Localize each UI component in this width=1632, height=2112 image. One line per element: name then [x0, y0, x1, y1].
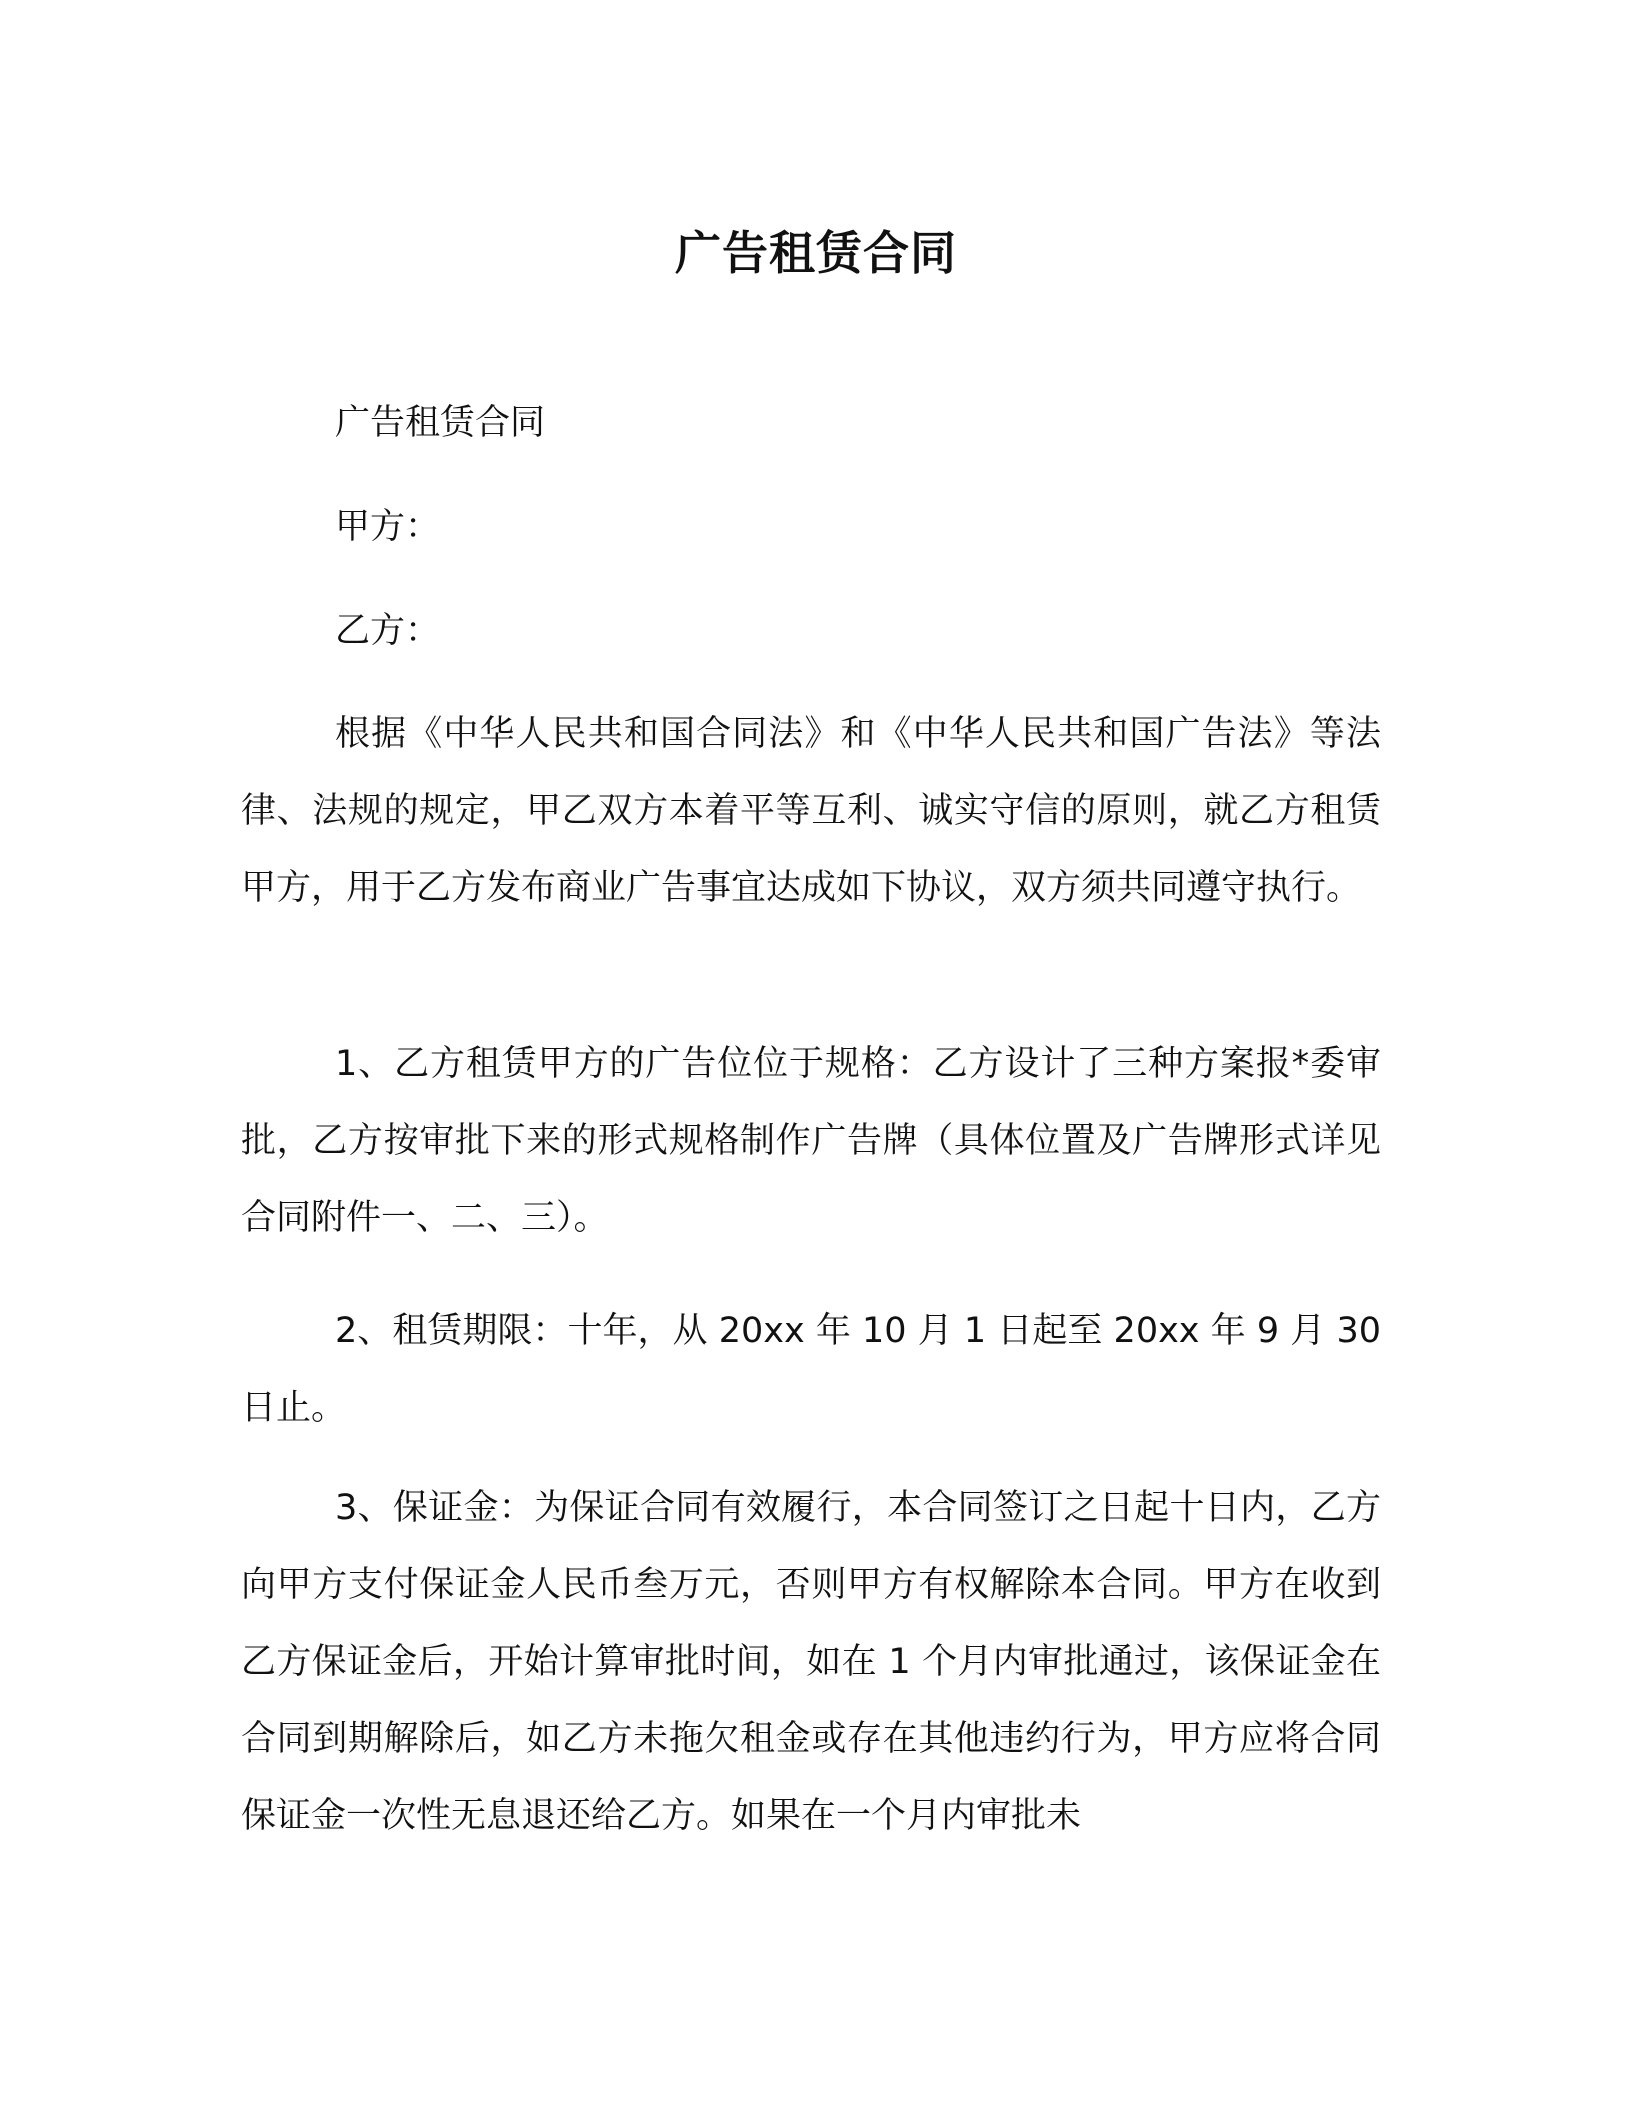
document-title: 广告租赁合同: [675, 226, 957, 280]
clause-1-paragraph: 1、乙方租赁甲方的广告位位于规格：乙方设计了三种方案报*委审批，乙方按审批下来的形式规格制作广告牌（具体位置及广告牌形式详见合同附件一、二、三）。: [241, 1044, 1381, 1238]
intro-paragraph: 根据《中华人民共和国合同法》和《中华人民共和国广告法》等法律、法规的规定，甲乙双方本着平等互利、诚实守信的原则，就乙方租赁甲方，用于乙方发布商业广告事宜达成如下协议，双方须共同遵守执行。: [241, 714, 1381, 908]
party-a-label: 甲方：: [335, 507, 441, 547]
party-b-label: 乙方：: [335, 611, 441, 651]
clause-3-paragraph: 3、保证金：为保证合同有效履行，本合同签订之日起十日内，乙方向甲方支付保证金人民币叁万元，否则甲方有权解除本合同。甲方在收到乙方保证金后，开始计算审批时间，如在 1 个月内审批通过，该保证金在合同到期解除后，如乙方未拖欠租金或存在其他违约行为，甲方应将合同保证金一次性无息退还给乙方。如果在一个月内审批未: [241, 1488, 1381, 1836]
clause-2-paragraph: 2、租赁期限：十年，从 20xx 年 10 月 1 日起至 20xx 年 9 月 30 日止。: [241, 1311, 1381, 1428]
document-heading: 广告租赁合同: [335, 403, 546, 443]
